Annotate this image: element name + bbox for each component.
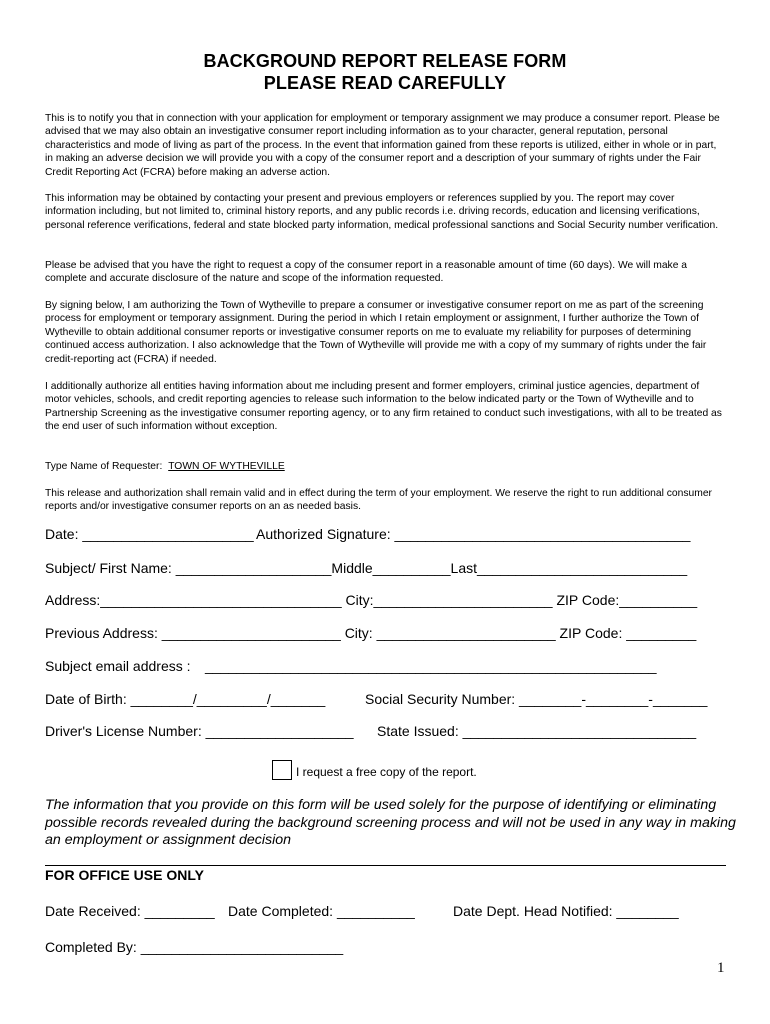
page-number: 1 xyxy=(717,960,725,976)
completed-by-field[interactable]: Completed By: __________________________ xyxy=(45,939,344,955)
authorized-signature-field[interactable]: Authorized Signature: ______________________________________ xyxy=(256,526,691,542)
date-of-birth-field[interactable]: Date of Birth: ________/_________/_______ xyxy=(45,691,326,707)
release-validity-paragraph: This release and authorization shall remain valid and in effect during the term of your employment. We reserve the right to run additional consumer reports and/or investigative consumer reports on an as needed basis. xyxy=(45,488,712,513)
additional-authorization-paragraph: I additionally authorize all entities having information about me including present and former employers, criminal justice agencies, department of motor vehicles, schools, and credit reporting agencies to release such information to the below indicated party or the Town of Wytheville and to Partnership Screening as the investigative consumer reporting agency, or to any firm retained to conduct such investigations, with all to be treated as the end user of such information without exception. xyxy=(45,381,722,433)
form-subtitle: PLEASE READ CAREFULLY xyxy=(263,73,507,93)
email-field[interactable]: __________________________________________________________ xyxy=(205,658,657,674)
subject-name-field[interactable]: Subject/ First Name: ____________________Middle__________Last___________________________ xyxy=(45,560,688,576)
disclaimer-text: The information that you provide on this form will be used solely for the purpose of identifying or eliminating possible records revealed during the background screening process and will not be used in any way in making an employment or assignment decision xyxy=(45,797,736,849)
free-copy-checkbox[interactable] xyxy=(272,760,292,780)
authorization-paragraph: By signing below, I am authorizing the Town of Wytheville to prepare a consumer or investigative consumer report on me as part of the screening process for employment or temporary assignment. During the period in which I retain employment or assignment, I further authorize the Town of Wytheville to obtain additional consumer reports or investigative consumer reports on me to evaluate my reliability for purposes of determining continued access authorization. I also acknowledge that the Town of Wytheville will provide me with a copy of my summary of rights under the fair credit-reporting act (FCRA) if needed. xyxy=(45,300,707,365)
drivers-license-field[interactable]: Driver's License Number: ___________________ xyxy=(45,723,354,739)
requester-name: TOWN OF WYTHEVILLE xyxy=(168,461,285,472)
previous-address-field[interactable]: Previous Address: _______________________ City: _______________________ ZIP Code: _________ xyxy=(45,625,697,641)
form-title: BACKGROUND REPORT RELEASE FORM xyxy=(203,51,567,71)
date-completed-field[interactable]: Date Completed: __________ xyxy=(228,903,415,919)
email-label: Subject email address : xyxy=(45,658,191,674)
free-copy-label: I request a free copy of the report. xyxy=(296,765,477,779)
office-use-heading: FOR OFFICE USE ONLY xyxy=(45,867,204,883)
consumer-report-notice-paragraph: This is to notify you that in connection with your application for employment or temporary assignment we may produce a consumer report. Please be advised that we may also obtain an investigative consumer report including information as to your character, general reputation, personal characteristics and mode of living as part of the process. In the event that information gained from these reports is utilized, either in whole or in part, in making an adverse decision we will provide you with a copy of the consumer report and a description of your summary of rights under the Fair Credit Reporting Act (FCRA) before making an adverse action. xyxy=(45,113,720,178)
information-sources-paragraph: This information may be obtained by contacting your present and previous employers or references supplied by you. The report may cover information including, but not limited to, criminal history reports, and any public records i.e. driving records, education and licensing verifications, personal reference verifications, federal and state blocked party information, medical professional sanctions and Social Security number verification. xyxy=(45,193,719,231)
dept-head-notified-field[interactable]: Date Dept. Head Notified: ________ xyxy=(453,903,679,919)
social-security-number-field[interactable]: Social Security Number: ________-________-_______ xyxy=(365,691,708,707)
office-use-divider xyxy=(45,865,726,866)
date-field[interactable]: Date: ______________________ xyxy=(45,526,254,542)
date-received-field[interactable]: Date Received: _________ xyxy=(45,903,215,919)
state-issued-field[interactable]: State Issued: ______________________________ xyxy=(377,723,697,739)
address-field[interactable]: Address:_______________________________ City:_______________________ ZIP Code:__________ xyxy=(45,592,698,608)
right-to-request-paragraph: Please be advised that you have the right to request a copy of the consumer report in a reasonable amount of time (60 days). We will make a complete and accurate disclosure of the nature and scope of the information requested. xyxy=(45,260,688,285)
requester-label: Type Name of Requester: xyxy=(45,461,163,472)
requester-row xyxy=(45,460,285,473)
